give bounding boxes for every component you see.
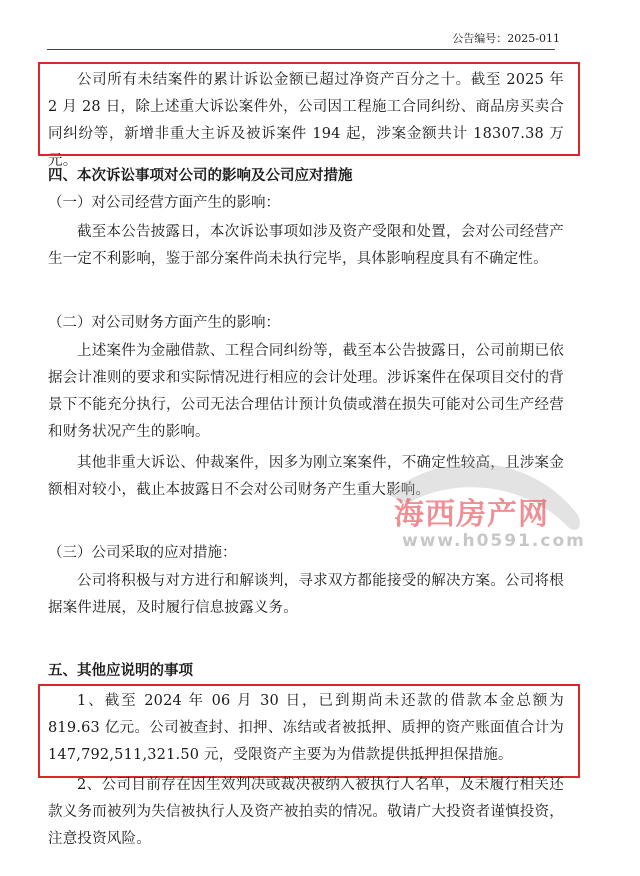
paragraph-litigation-total: 公司所有未结案件的累计诉讼金额已超过净资产百分之十。截至 2025 年 2 月 28 日，除上述重大诉讼案件外，公司因工程施工合同纠纷、商品房买卖合同纠纷等，新增非重大主诉及被诉案件 194 起，涉案金额共计 18307.38 万元。 (48, 72, 564, 169)
item-2-dishonest-executee: 2、公司目前存在因生效判决或裁决被纳入被执行人名单，及未履行相关还款义务而被列为失信被执行人及资产被拍卖的情况。敬请广大投资者谨慎投资，注意投资风险。 (48, 777, 564, 847)
subsection-2-text-2: 其他非重大诉讼、仲裁案件，因多为刚立案案件，不确定性较高，且涉案金额相对较小，截止本披露日不会对公司财务产生重大影响。 (48, 455, 564, 498)
subsection-1-title: （一）对公司经营方面产生的影响： (48, 195, 280, 211)
subsection-2-text-1: 上述案件为金融借款、工程合同纠纷等，截至本公告披露日，公司前期已依据会计准则的要求和实际情况进行相应的会计处理。涉诉案件在保项目交付的背景下不能充分执行，公司无法合理估计预计负债或潜在损失可能对公司生产经营和财务状况产生的影响。 (48, 343, 564, 440)
watermark-title: 海西房产网 (394, 497, 549, 532)
watermark-url: www.h0591.com (402, 531, 586, 551)
announcement-number: 公告编号：2025-011 (452, 32, 560, 45)
subsection-3-text: 公司将积极与对方进行和解谈判，寻求双方都能接受的解决方案。公司将根据案件进展，及时履行信息披露义务。 (48, 573, 564, 616)
item-1-loans: 1、截至 2024 年 06 月 30 日，已到期尚未还款的借款本金总额为 819.63 亿元。公司被查封、扣押、冻结或者被抵押、质押的资产账面值合计为 147,792,511,321.50 元，受限资产主要为为借款提供抵押担保措施。 (48, 693, 564, 763)
section-5-title: 五、其他应说明的事项 (48, 663, 193, 679)
section-4-title: 四、本次诉讼事项对公司的影响及公司应对措施 (48, 168, 353, 184)
subsection-3-title: （三）公司采取的应对措施： (48, 545, 237, 561)
subsection-2-title: （二）对公司财务方面产生的影响： (48, 315, 280, 331)
header-divider (47, 49, 555, 50)
subsection-1-text: 截至本公告披露日，本次诉讼事项如涉及资产受限和处置，会对公司经营产生一定不利影响，鉴于部分案件尚未执行完毕，具体影响程度具有不确定性。 (48, 224, 564, 267)
